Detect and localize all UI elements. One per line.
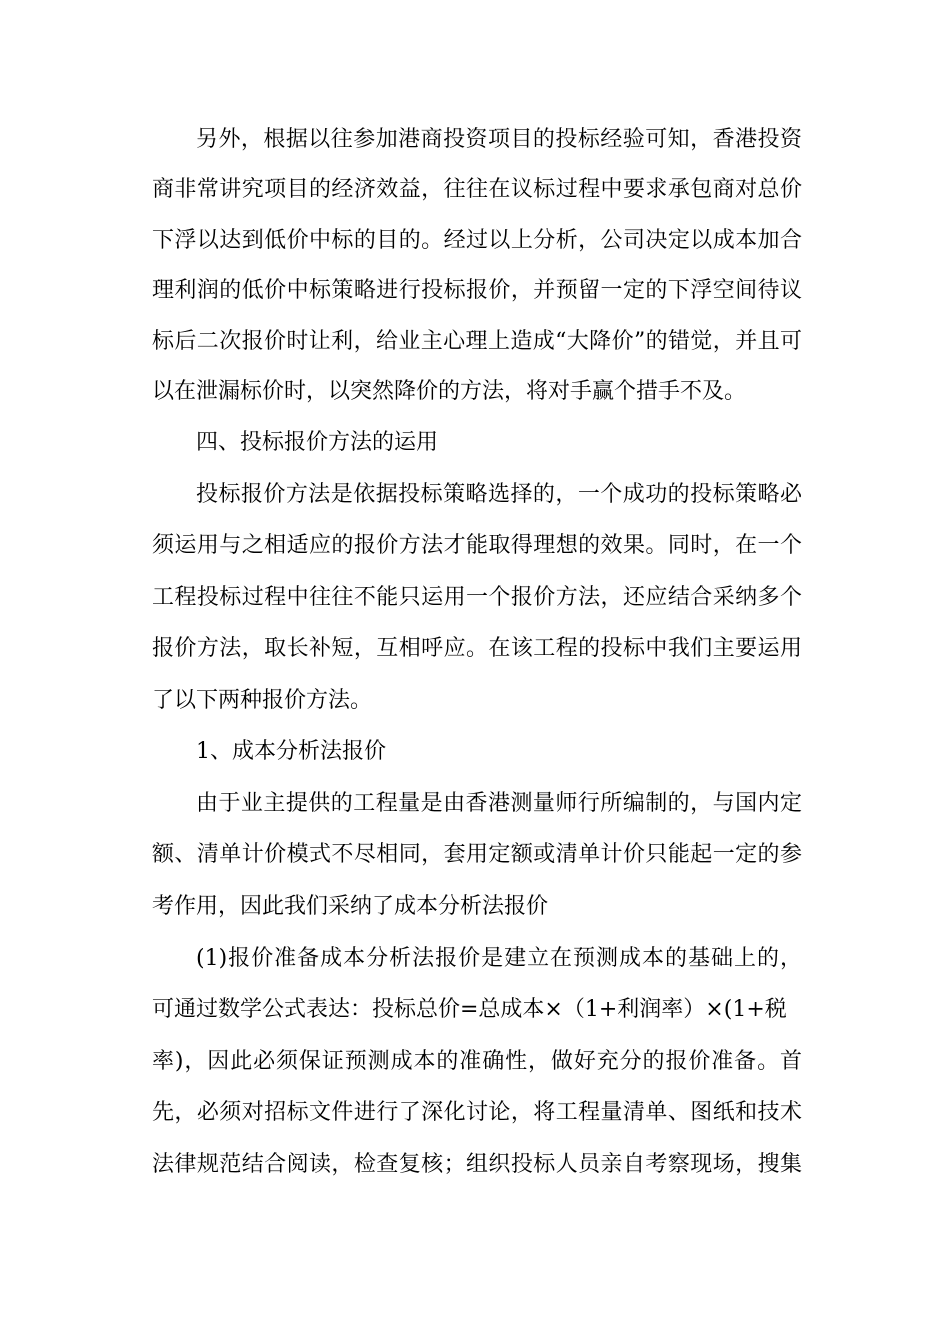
paragraph-line: 考作用，因此我们采纳了成本分析法报价 [152,894,549,919]
paragraph-line: 工程投标过程中往往不能只运用一个报价方法，还应结合采纳多个 [152,585,802,610]
paragraph-line: (1)报价准备成本分析法报价是建立在预测成本的基础上的， [196,946,802,971]
paragraph-line: 须运用与之相适应的报价方法才能取得理想的效果。同时，在一个 [152,533,802,558]
paragraph-line: 先，必须对招标文件进行了深化讨论，将工程量清单、图纸和技术 [152,1100,802,1125]
paragraph-line: 由于业主提供的工程量是由香港测量师行所编制的，与国内定 [196,791,802,816]
paragraph-line: 另外，根据以往参加港商投资项目的投标经验可知，香港投资 [196,127,802,152]
paragraph-line: 报价方法，取长补短，互相呼应。在该工程的投标中我们主要运用 [152,636,802,661]
paragraph-line: 额、清单计价模式不尽相同，套用定额或清单计价只能起一定的参 [152,842,802,867]
paragraph-line: 率)，因此必须保证预测成本的准确性，做好充分的报价准备。首 [152,1049,802,1074]
paragraph-line: 了以下两种报价方法。 [152,688,373,713]
paragraph-line: 下浮以达到低价中标的目的。经过以上分析，公司决定以成本加合 [152,228,802,253]
paragraph-line: 投标报价方法是依据投标策略选择的，一个成功的投标策略必 [196,482,802,507]
section-heading: 四、投标报价方法的运用 [196,430,439,455]
paragraph-line: 商非常讲究项目的经济效益，往往在议标过程中要求承包商对总价 [152,177,802,202]
paragraph-line: 法律规范结合阅读，检查复核；组织投标人员亲自考察现场，搜集 [152,1152,802,1177]
paragraph-line: 以在泄漏标价时，以突然降价的方法，将对手赢个措手不及。 [152,379,747,404]
subsection-heading: 1、成本分析法报价 [196,739,386,764]
paragraph-line: 标后二次报价时让利，给业主心理上造成“大降价”的错觉，并且可 [152,329,802,354]
paragraph-line: 理利润的低价中标策略进行投标报价，并预留一定的下浮空间待议 [152,278,802,303]
paragraph-line: 可通过数学公式表达：投标总价=总成本×（1+利润率）×(1+税 [152,997,787,1022]
